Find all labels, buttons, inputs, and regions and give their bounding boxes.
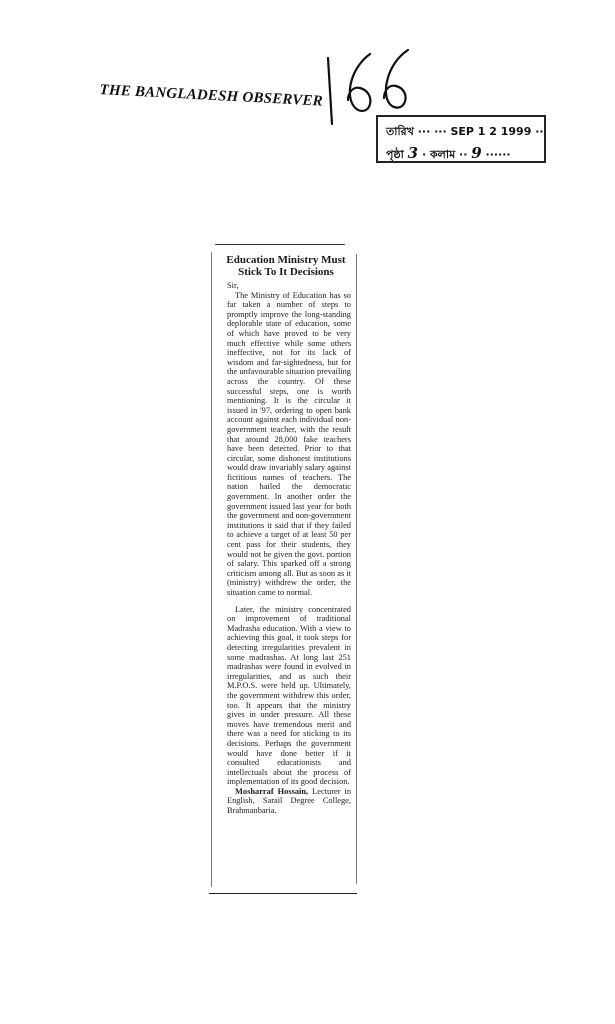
article-paragraph-2: Later, the ministry concentrated on improvement of traditional Madrasha education. With a view to achieving this goal, it took steps for detecting irregularities prevalent in some madrashas. At long last 251 madrashas were found in evolved in irregularities, and as such their M.P.O.S. were held up. Ultimately, the government withdrew this order, too. It appears that the ministry gives in under pressure. All these moves have tremendous merit and there was a need for sticking to its decisions. Perhaps the government would have done better if it consulted educationists and intellectuals about the process of implementation of its good decision. [227, 604, 351, 787]
article-body [227, 281, 351, 816]
article-paragraph-1: The Ministry of Education has so far taken a number of steps to promptly improve the long-standing deplorable state of education, some of which have proved to be very much effective while some others ineffective, not for its lack of wisdom and far-sightedness, but for the unfavourable situation prevailing across the country. Of these successful steps, one is worth mentioning. It is the circular it issued in '97, ordering to open bank account against each individual non-government teacher, with the result that around 28,000 fake teachers have been detected. Prior to that circular, some dishonest institutions would draw invariably salary against fictitious names of teachers. The nation hailed the democratic government. In another order the government issued last year for both the government and non-government institutions it said that if they failed to achieve a target of at least 50 per cent pass for their students, they would not be given the govt. portion of salary. This sparked off a strong criticism among all. But as soon as it (ministry) withdrew the order, the situation came to normal. [227, 290, 351, 597]
stamp-page-label: পৃষ্ঠা [386, 148, 404, 161]
newspaper-clipping [205, 244, 357, 894]
stamp-date-value: SEP 1 2 1999 [450, 125, 532, 138]
stamp-column-label: কলাম [429, 148, 456, 161]
clipping-right-border [356, 254, 357, 884]
clipping-bottom-border [209, 893, 357, 894]
stamp-date-row: তারিখ ··· ··· SEP 1 2 1999 ·· [386, 125, 544, 138]
newspaper-masthead: THE BANGLADESH OBSERVER [99, 82, 324, 110]
article-salutation: Sir, [227, 281, 239, 290]
signature-detail: Lecturer in English, Sarail Degree College, Brahmanbaria. [227, 786, 352, 816]
stamp-page-value: 3 [407, 144, 419, 162]
clipping-top-border [215, 244, 345, 245]
signature-name: Mosharraf Hossain, [235, 786, 309, 796]
article-signature [227, 787, 351, 816]
clipping-left-border [211, 252, 212, 887]
article-headline: Education Ministry Must Stick To It Decisions [226, 254, 346, 278]
stamp-page-row: পৃষ্ঠা 3 · কলাম ·· 9 ······ [386, 144, 511, 162]
stamp-date-label: তারিখ [386, 125, 414, 138]
stamp-column-value: 9 [471, 144, 482, 162]
filing-stamp [376, 115, 546, 163]
